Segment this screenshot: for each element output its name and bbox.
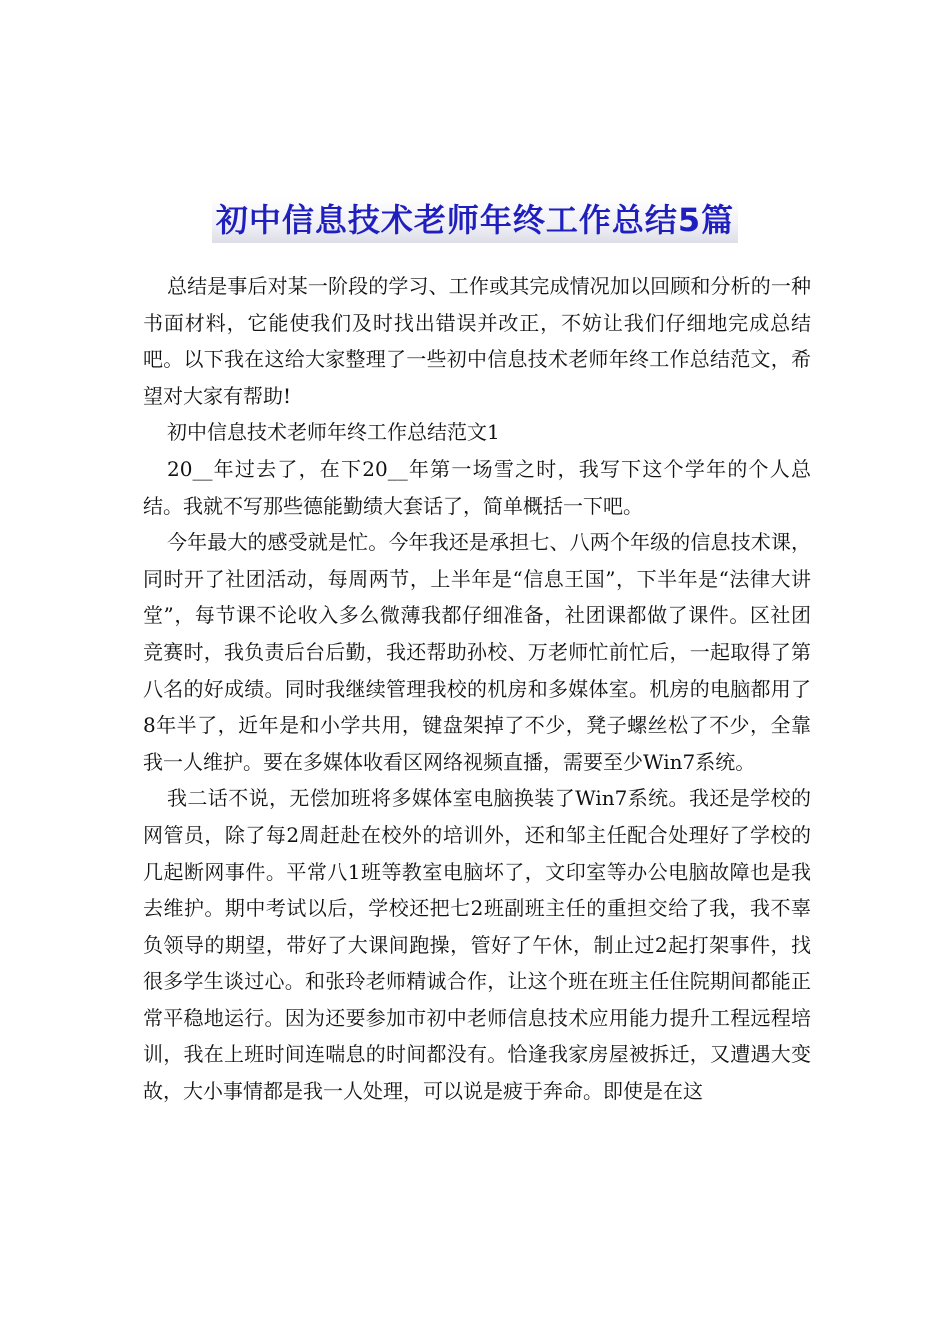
intro-paragraph: 总结是事后对某一阶段的学习、工作或其完成情况加以回顾和分析的一种书面材料，它能使我们及时找出错误并改正，不妨让我们仔细地完成总结吧。以下我在这给大家整理了一些初中信息技术老师年终工作总结范文，希望对大家有帮助! — [143, 274, 811, 408]
title-container — [0, 176, 950, 265]
document-title: 初中信息技术老师年终工作总结5篇 — [212, 197, 738, 243]
body-paragraph: 我二话不说，无偿加班将多媒体室电脑换装了Win7系统。我还是学校的网管员，除了每2周赶赴在校外的培训外，还和邹主任配合处理好了学校的几起断网事件。平常八1班等教室电脑坏了，文印室等办公电脑故障也是我去维护。期中考试以后，学校还把七2班副班主任的重担交给了我，我不辜负领导的期望，带好了大课间跑操，管好了午休，制止过2起打架事件，找很多学生谈过心。和张玲老师精诚合作，让这个班在班主任住院期间都能正常平稳地运行。因为还要参加市初中老师信息技术应用能力提升工程远程培训，我在上班时间连喘息的时间都没有。恰逢我家房屋被拆迁，又遭遇大变故，大小事情都是我一人处理，可以说是疲于奔命。即使是在这 — [143, 786, 811, 1104]
document-body — [143, 268, 811, 1110]
body-paragraph: 20__年过去了，在下20__年第一场雪之时，我写下这个学年的个人总结。我就不写那些德能勤绩大套话了，简单概括一下吧。 — [143, 456, 811, 518]
body-paragraph: 今年最大的感受就是忙。今年我还是承担七、八两个年级的信息技术课，同时开了社团活动，每周两节，上半年是“信息王国”，下半年是“法律大讲堂”，每节课不论收入多么微薄我都仔细准备，社团课都做了课件。区社团竞赛时，我负责后台后勤，我还帮助孙校、万老师忙前忙后，一起取得了第八名的好成绩。同时我继续管理我校的机房和多媒体室。机房的电脑都用了8年半了，近年是和小学共用，键盘架掉了不少，凳子螺丝松了不少，全靠我一人维护。要在多媒体收看区网络视频直播，需要至少Win7系统。 — [143, 530, 811, 774]
section-heading: 初中信息技术老师年终工作总结范文1 — [167, 420, 500, 445]
